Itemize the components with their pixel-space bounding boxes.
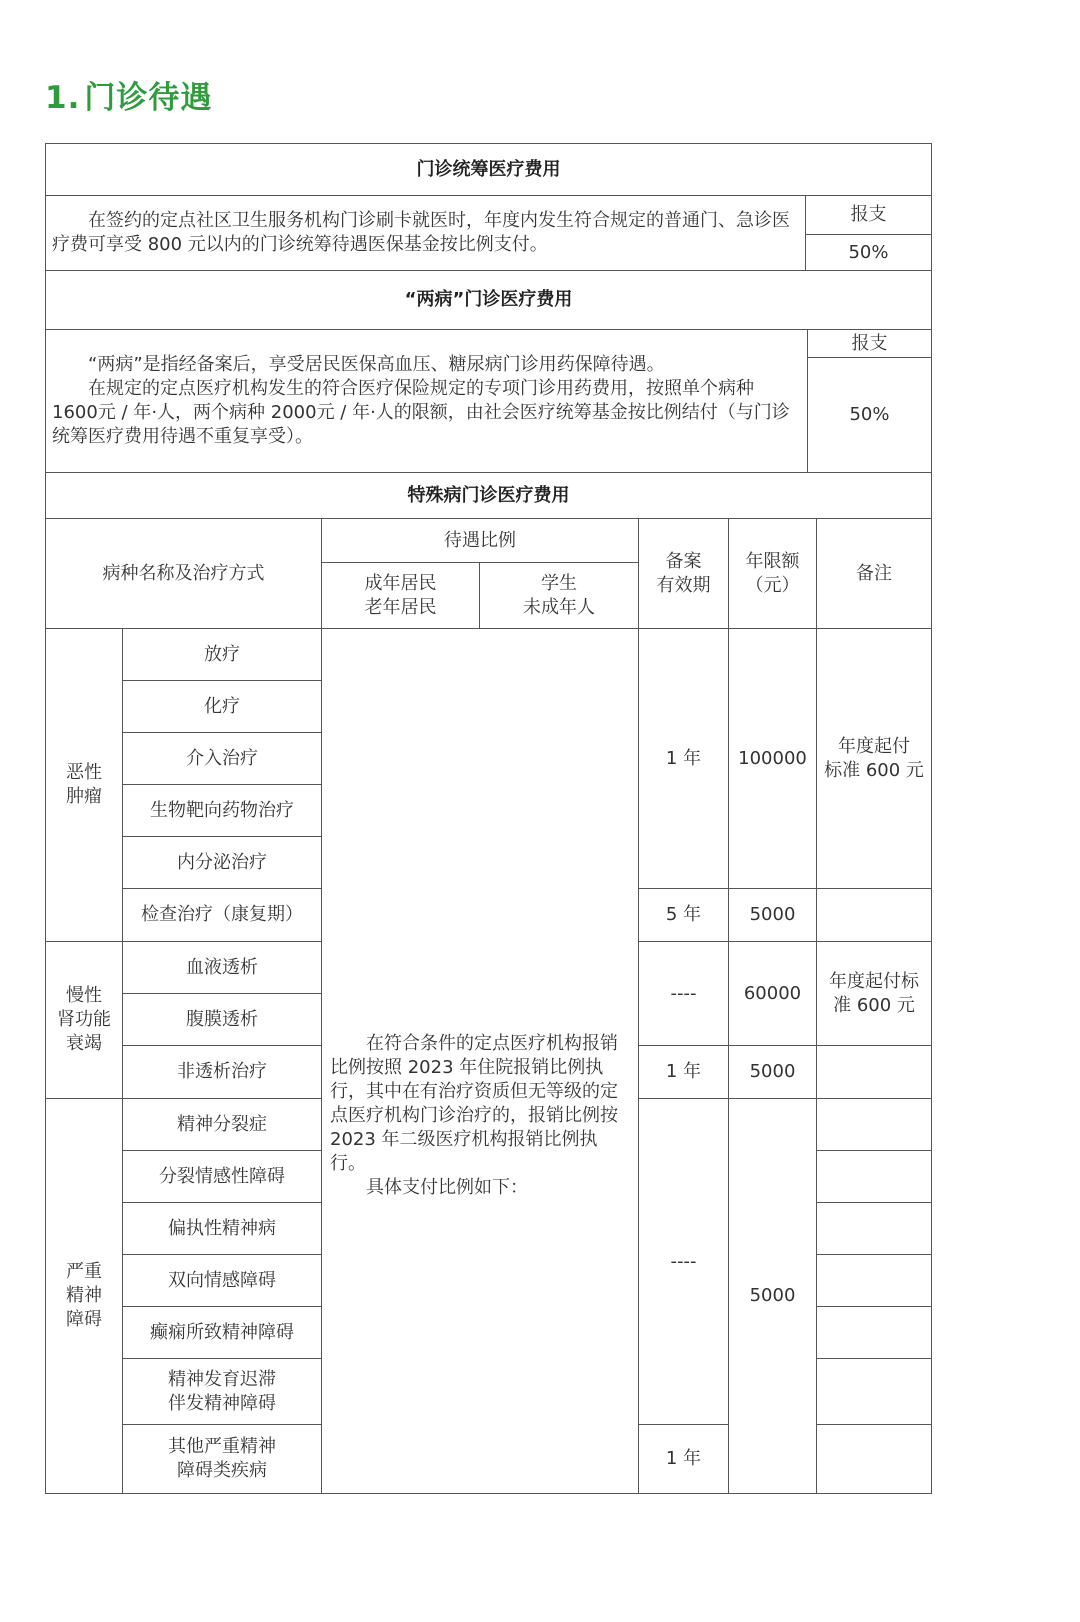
- header-record: [638, 518, 729, 629]
- group-mental-name-1: 严重: [66, 1261, 102, 1282]
- group-kidney-name-1: 慢性: [66, 985, 102, 1006]
- mental-item: 分裂情感性障碍: [122, 1150, 322, 1203]
- section2-text-cell: [45, 329, 808, 473]
- tumor-item: 内分泌治疗: [122, 836, 322, 889]
- kidney-limit-b: 5000: [728, 1045, 817, 1099]
- section2-value: 50%: [807, 357, 932, 473]
- section2-title: “两病”门诊医疗费用: [45, 270, 932, 330]
- mental-item: 偏执性精神病: [122, 1202, 322, 1255]
- mental-item-7-line1: 其他严重精神: [168, 1436, 276, 1457]
- mental-note: [816, 1098, 932, 1151]
- kidney-record-b: 1 年: [638, 1045, 729, 1099]
- header-ratio: 待遇比例: [321, 518, 639, 563]
- tumor-note-a-2: 标准 600 元: [824, 759, 924, 781]
- header-student: [479, 562, 639, 629]
- mental-note: [816, 1254, 932, 1307]
- tumor-item: 生物靶向药物治疗: [122, 784, 322, 837]
- mental-item: 癫痫所致精神障碍: [122, 1306, 322, 1359]
- tumor-note-b: [816, 888, 932, 942]
- tumor-limit-b: 5000: [728, 888, 817, 942]
- tumor-item: 放疗: [122, 628, 322, 681]
- tumor-item: 检查治疗（康复期）: [122, 888, 322, 942]
- kidney-item: 腹膜透析: [122, 993, 322, 1046]
- tumor-record-b: 5 年: [638, 888, 729, 942]
- mental-item-7: [122, 1424, 322, 1494]
- kidney-note-a-1: 年度起付标: [829, 970, 919, 992]
- header-adult-1: 成年居民: [364, 572, 437, 594]
- kidney-limit-a: 60000: [728, 941, 817, 1046]
- mental-item-6-line1: 精神发育迟滞: [168, 1368, 276, 1390]
- tumor-note-a-1: 年度起付: [838, 735, 910, 757]
- kidney-note-a-2: 准 600 元: [833, 994, 915, 1016]
- section3-title: 特殊病门诊医疗费用: [45, 472, 932, 519]
- mental-item: 精神分裂症: [122, 1098, 322, 1151]
- header-disease: 病种名称及治疗方式: [45, 518, 322, 629]
- group-tumor-name-1: 恶性: [66, 762, 102, 783]
- header-record-2: 有效期: [656, 574, 711, 596]
- header-limit: [728, 518, 817, 629]
- mental-item-6-line2: 伴发精神障碍: [168, 1392, 276, 1414]
- kidney-record-a: ----: [638, 941, 729, 1046]
- heading-text: 门诊待遇: [84, 80, 213, 116]
- kidney-item: 血液透析: [122, 941, 322, 994]
- section1-value: 50%: [805, 234, 932, 271]
- kidney-note-b: [816, 1045, 932, 1099]
- ratio-text2: 具体支付比例如下：: [366, 1177, 528, 1198]
- mental-note: [816, 1202, 932, 1255]
- mental-note: [816, 1306, 932, 1359]
- header-adult: [321, 562, 480, 629]
- section1-text: 在签约的定点社区卫生服务机构门诊刷卡就医时，年度内发生符合规定的普通门、急诊医疗费可享受 800 元以内的门诊统筹待遇医保基金按比例支付。: [52, 210, 790, 255]
- group-mental-name-3: 障碍: [66, 1309, 102, 1330]
- group-mental-name: [45, 1098, 123, 1494]
- group-tumor-name-2: 肿瘤: [66, 786, 102, 807]
- kidney-note-a: [816, 941, 932, 1046]
- heading-number: 1.: [45, 80, 81, 116]
- mental-note: [816, 1150, 932, 1203]
- header-limit-2: （元）: [745, 574, 800, 596]
- group-kidney-name-3: 衰竭: [66, 1033, 102, 1054]
- section1-text-cell: [45, 195, 806, 271]
- mental-record-b: 1 年: [638, 1424, 729, 1494]
- ratio-text-cell: [321, 628, 639, 1494]
- tumor-item: 介入治疗: [122, 732, 322, 785]
- mental-item: 双向情感障碍: [122, 1254, 322, 1307]
- section2-text1: “两病”是指经备案后，享受居民医保高血压、糖尿病门诊用药保障待遇。: [88, 354, 665, 375]
- tumor-limit-a: 100000: [728, 628, 817, 889]
- kidney-item: 非透析治疗: [122, 1045, 322, 1099]
- header-student-1: 学生: [541, 572, 577, 594]
- header-limit-1: 年限额: [745, 550, 800, 572]
- mental-note: [816, 1358, 932, 1425]
- group-kidney-name: [45, 941, 123, 1099]
- section2-text2: 在规定的定点医疗机构发生的符合医疗保险规定的专项门诊用药费用，按照单个病种 1600元 / 年·人，两个病种 2000元 / 年·人的限额，由社会医疗统筹基金按比例结付（与门诊统筹医疗费用待遇不重复享受）。: [52, 378, 790, 447]
- mental-record-a: ----: [638, 1098, 729, 1425]
- group-mental-name-2: 精神: [66, 1285, 102, 1306]
- header-record-1: 备案: [665, 550, 702, 572]
- tumor-note-a: [816, 628, 932, 889]
- section1-label: 报支: [805, 195, 932, 235]
- page-title: [45, 72, 212, 117]
- section1-title: 门诊统筹医疗费用: [45, 143, 932, 196]
- ratio-text1: 在符合条件的定点医疗机构报销比例按照 2023 年住院报销比例执行，其中在有治疗资质但无等级的定点医疗机构门诊治疗的，报销比例按 2023 年二级医疗机构报销比例执行。: [330, 1033, 618, 1174]
- header-adult-2: 老年居民: [364, 596, 437, 618]
- mental-item-6: [122, 1358, 322, 1425]
- group-tumor-name: [45, 628, 123, 942]
- section2-label: 报支: [807, 329, 932, 358]
- mental-note: [816, 1424, 932, 1494]
- header-student-2: 未成年人: [523, 596, 595, 618]
- header-note: 备注: [816, 518, 932, 629]
- group-kidney-name-2: 肾功能: [57, 1009, 111, 1030]
- mental-limit: 5000: [728, 1098, 817, 1494]
- mental-item-7-line2: 障碍类疾病: [177, 1460, 267, 1481]
- tumor-item: 化疗: [122, 680, 322, 733]
- tumor-record-a: 1 年: [638, 628, 729, 889]
